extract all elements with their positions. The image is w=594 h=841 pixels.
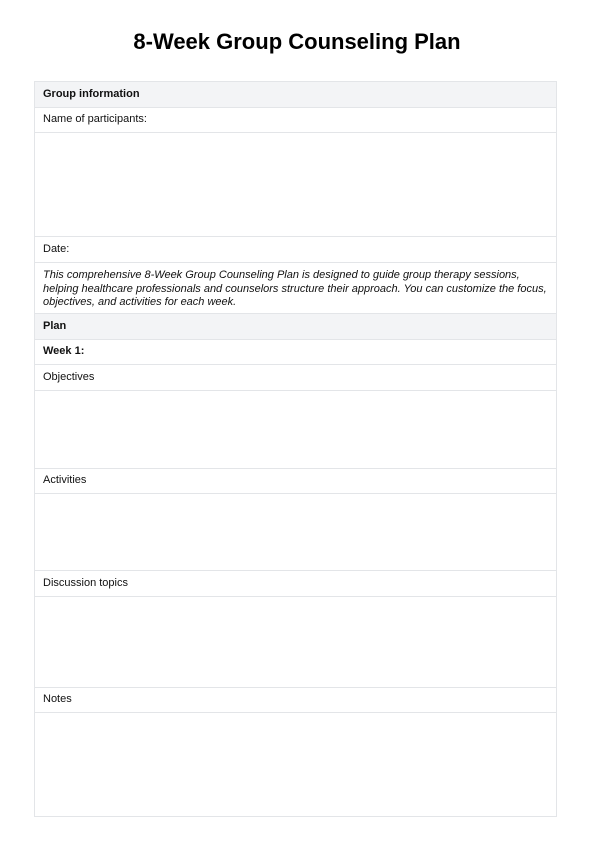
week-row — [35, 340, 556, 365]
objectives-label: Objectives — [43, 370, 95, 383]
discussion-label-row — [35, 571, 556, 597]
section-header-group-information — [35, 82, 556, 108]
activities-input-area[interactable] — [35, 494, 556, 571]
section-header-plan — [35, 314, 556, 340]
date-label: Date: — [43, 242, 70, 255]
section-header-label: Group information — [43, 87, 140, 100]
page-title: 8-Week Group Counseling Plan — [133, 29, 461, 54]
participants-label: Name of participants: — [43, 113, 147, 126]
objectives-input-area[interactable] — [35, 391, 556, 469]
activities-label: Activities — [43, 474, 87, 487]
counseling-plan-form — [34, 81, 557, 817]
participants-input-area[interactable] — [35, 133, 556, 237]
discussion-input-area[interactable] — [35, 597, 556, 688]
discussion-topics-label: Discussion topics — [43, 576, 128, 589]
section-header-label: Plan — [43, 319, 67, 332]
objectives-label-row — [35, 365, 556, 391]
week-label: Week 1: — [43, 345, 85, 358]
notes-label-row — [35, 688, 556, 713]
activities-label-row — [35, 469, 556, 494]
date-row[interactable] — [35, 237, 556, 263]
notes-label: Notes — [43, 693, 72, 706]
notes-input-area[interactable] — [35, 713, 556, 816]
plan-description: This comprehensive 8-Week Group Counseling Plan is designed to guide group therapy sessions, helping healthcare professionals and counselors structure their approach. You can customize the focus, objectives, and activities for each week. — [43, 269, 547, 308]
description-row — [35, 263, 556, 314]
participants-label-row — [35, 108, 556, 133]
